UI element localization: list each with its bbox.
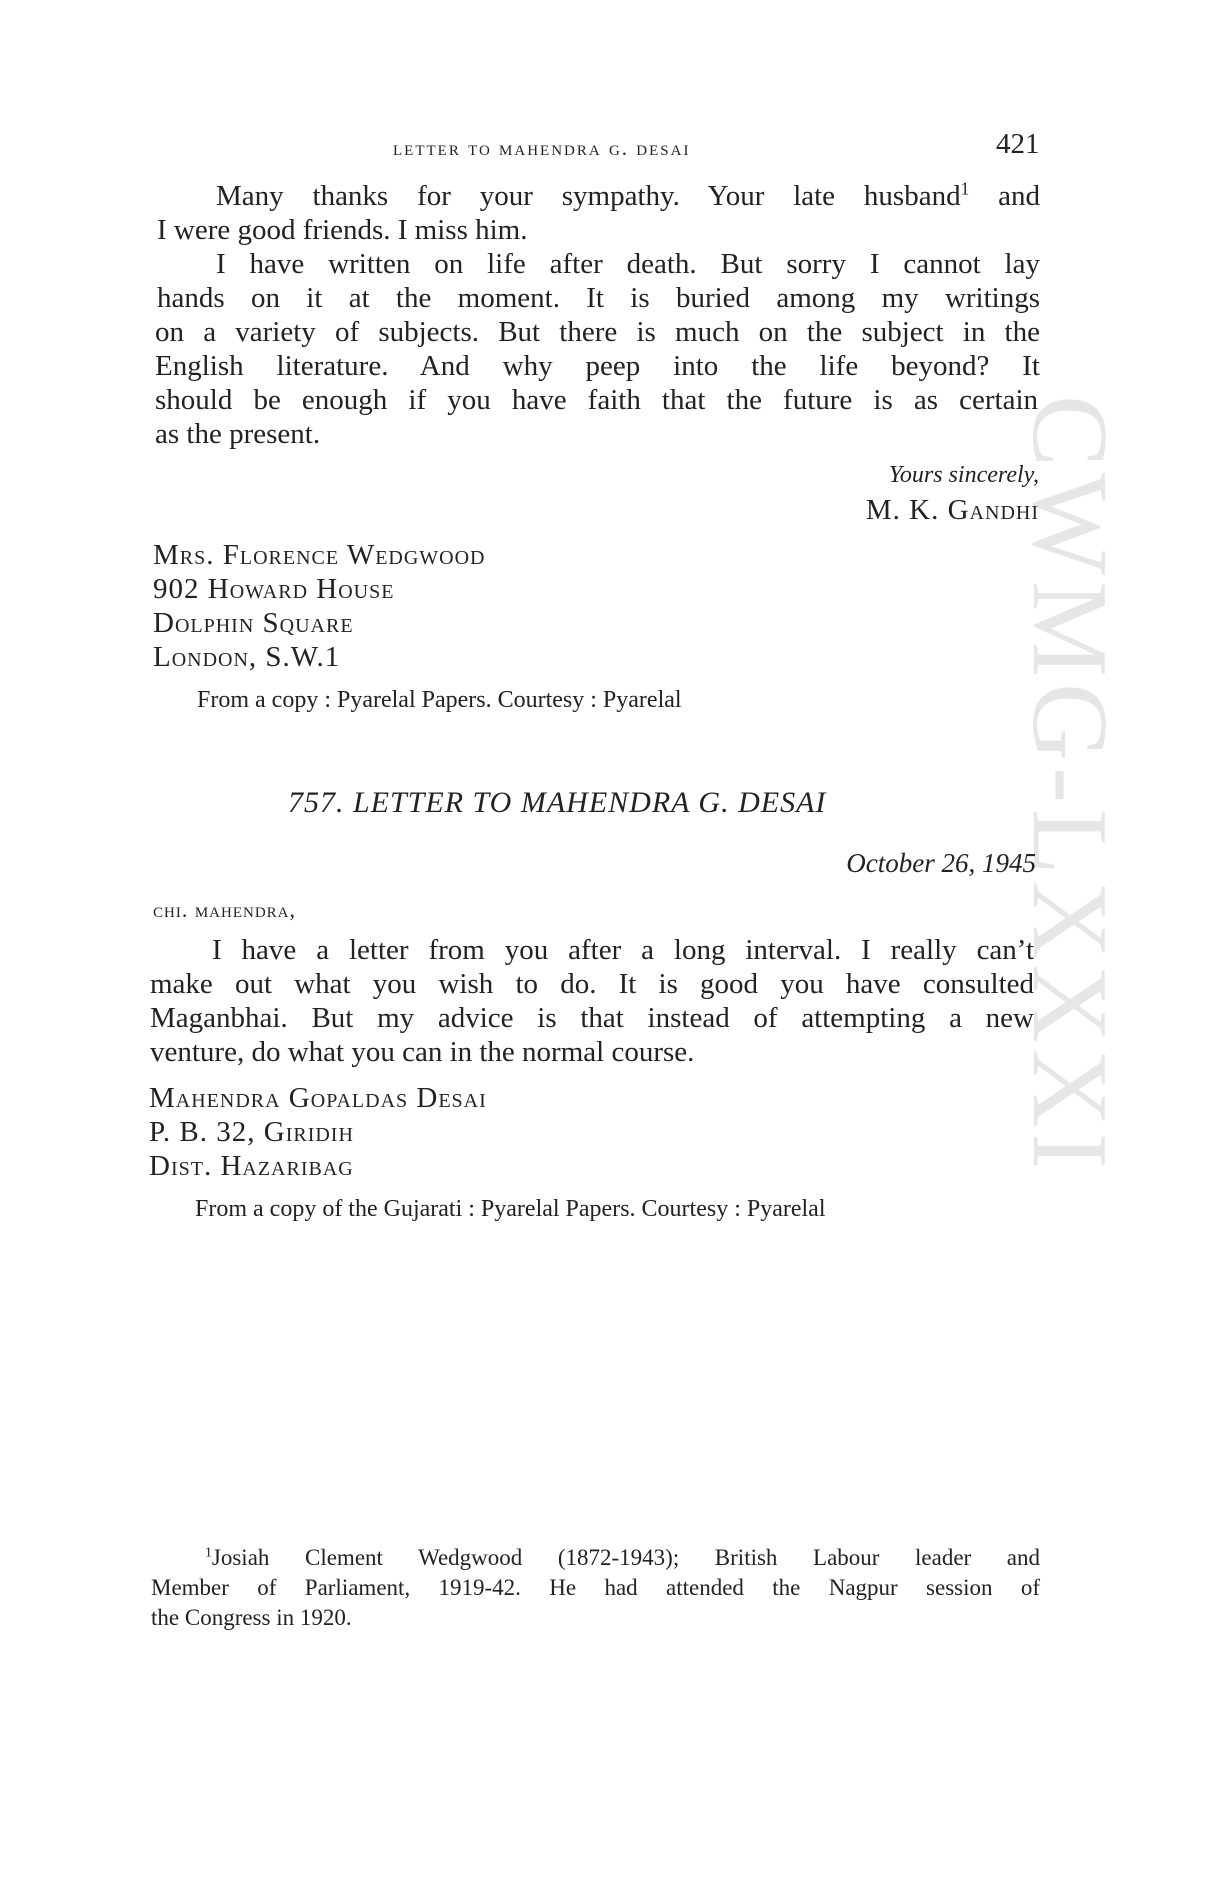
letter-date: October 26, 1945	[846, 848, 1036, 878]
footnote-line: $^1$Josiah Clement Wedgwood (1872-1943); British Labour leader and	[205, 1544, 1040, 1570]
paragraph-line: I were good friends. I miss him.	[157, 214, 528, 246]
address-line: P. B. 32, Giridih	[149, 1116, 354, 1148]
address-line: Dist. Hazaribag	[149, 1150, 354, 1182]
footnote-ref: 1	[960, 178, 970, 199]
paragraph-line: venture, do what you can in the normal course.	[150, 1036, 695, 1068]
paragraph-line: Many thanks for your sympathy. Your late husband$^1$ and	[216, 178, 1041, 212]
address-line: Mrs. Florence Wedgwood	[153, 539, 486, 571]
paragraph-line: I have a letter from you after a long interval. I really can’t	[212, 934, 1034, 966]
source-note: From a copy of the Gujarati : Pyarelal Papers. Courtesy : Pyarelal	[195, 1196, 826, 1222]
watermark: CWMG-LXXXI	[1010, 395, 1129, 1175]
footnote-line: the Congress in 1920.	[151, 1605, 352, 1630]
section-heading: 757. LETTER TO MAHENDRA G. DESAI	[288, 786, 827, 819]
paragraph-line: I have written on life after death. But sorry I cannot lay	[216, 248, 1040, 280]
signature: M. K. Gandhi	[865, 494, 1039, 526]
source-note: From a copy : Pyarelal Papers. Courtesy : Pyarelal	[197, 687, 682, 713]
footnote-line: Member of Parliament, 1919-42. He had attended the Nagpur session of	[151, 1575, 1040, 1600]
paragraph-line: English literature. And why peep into the life beyond? It	[155, 350, 1040, 382]
address-line: Mahendra Gopaldas Desai	[149, 1082, 487, 1114]
footnote-marker: 1	[205, 1544, 212, 1560]
address-line: London, S.W.1	[153, 641, 341, 673]
running-title: letter to mahendra g. desai	[393, 136, 691, 160]
paragraph-line: make out what you wish to do. It is good you have consulted	[150, 968, 1034, 1000]
paragraph-line: on a variety of subjects. But there is much on the subject in the	[155, 316, 1040, 348]
page-number: 421	[996, 128, 1040, 160]
paragraph-line: hands on it at the moment. It is buried among my writings	[157, 282, 1040, 314]
paragraph-line: Maganbhai. But my advice is that instead of attempting a new	[150, 1002, 1034, 1034]
address-line: 902 Howard House	[153, 573, 395, 605]
paragraph-line: should be enough if you have faith that the future is as certain	[155, 384, 1038, 416]
address-line: Dolphin Square	[153, 607, 354, 639]
salutation: chi. mahendra,	[153, 897, 296, 922]
closing: Yours sincerely,	[888, 462, 1039, 488]
paragraph-line: as the present.	[155, 418, 321, 450]
